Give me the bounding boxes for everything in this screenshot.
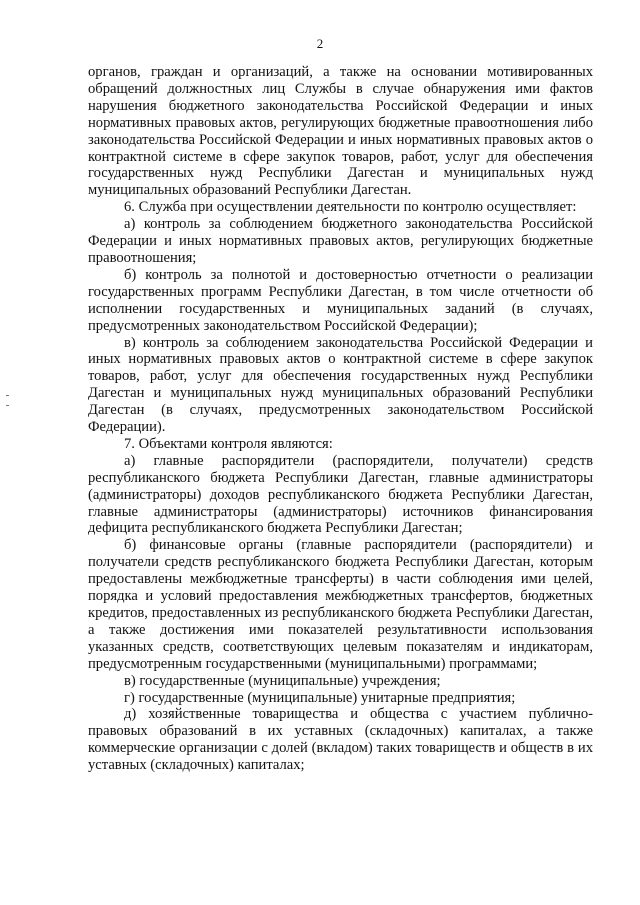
paragraph-item-6: 6. Служба при осуществлении деятельности по контролю осуществляет: bbox=[124, 199, 577, 216]
paragraph-item-7b: б) финансовые органы (главные распорядители (распорядители) и получатели средств республиканского бюджета Республики Дагестан, которым предоставлены межбюджетные трансферты) в части соблюдения ими целей, порядка и условий предоставления межбюджетных трансфертов, бюджетных кредитов, предоставленных из республиканского бюджета Республики Дагестан, а также достижения ими показателей результативности использования указанных средств, соответствующих целевым показателям и индикаторам, предусмотренным государственными (муниципальными) программами; bbox=[88, 537, 593, 672]
paragraph-item-6b: б) контроль за полнотой и достоверностью отчетности о реализации государственных программ Республики Дагестан, в том числе отчетности об исполнении государственных и муниципальных заданий (в случаях, предусмотренных законодательством Российской Федерации); bbox=[88, 266, 593, 334]
paragraph-item-6a: а) контроль за соблюдением бюджетного законодательства Российской Федерации и иных нормативных правовых актов, регулирующих бюджетные правоотношения; bbox=[88, 216, 593, 266]
scan-artifact-mark bbox=[6, 395, 9, 396]
document-body bbox=[88, 64, 593, 774]
paragraph-item-7d: д) хозяйственные товарищества и общества с участием публично-правовых образований в их уставных (складочных) капиталах, а также коммерческие организации с долей (вкладом) таких товариществ и обществ в их уставных (складочных) капиталах; bbox=[88, 706, 593, 774]
scan-artifact-mark bbox=[6, 405, 9, 406]
paragraph-continuation: органов, граждан и организаций, а также на основании мотивированных обращений должностных лиц Службы в случае обнаружения ими фактов нарушения бюджетного законодательства Российской Федерации и иных нормативных правовых актов, регулирующих бюджетные правоотношения либо законодательства Российской Федерации и иных нормативных правовых актов о контрактной системе в сфере закупок товаров, работ, услуг для обеспечения государственных нужд Республики Дагестан и муниципальных нужд муниципальных образований Республики Дагестан. bbox=[88, 64, 593, 199]
paragraph-item-6v: в) контроль за соблюдением законодательства Российской Федерации и иных нормативных правовых актов о контрактной системе в сфере закупок товаров, работ, услуг для обеспечения государственных нужд Республики Дагестан и муниципальных нужд муниципальных образований Республики Дагестан (в случаях, предусмотренных законодательством Российской Федерации). bbox=[88, 334, 593, 436]
page-number: 2 bbox=[316, 36, 324, 51]
paragraph-item-7: 7. Объектами контроля являются: bbox=[124, 435, 333, 452]
paragraph-item-7a: а) главные распорядители (распорядители, получатели) средств республиканского бюджета Республики Дагестан, главные администраторы (администраторы) доходов республиканского бюджета Республики Дагестан, главные администраторы (администраторы) источников финансирования дефицита республиканского бюджета Республики Дагестан; bbox=[88, 452, 593, 537]
paragraph-item-7g: г) государственные (муниципальные) унитарные предприятия; bbox=[124, 689, 516, 706]
paragraph-item-7v: в) государственные (муниципальные) учреждения; bbox=[124, 672, 441, 689]
